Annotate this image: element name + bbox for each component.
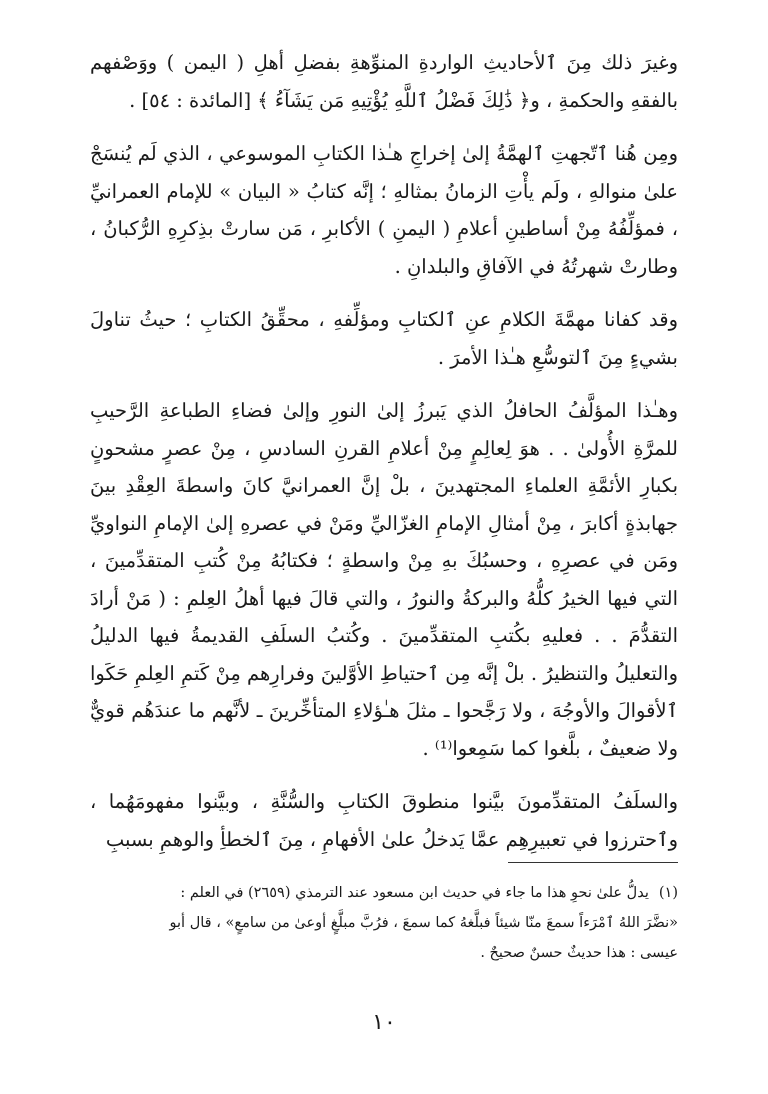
paragraph-1: وغيرَ ذلك مِنَ ٱلأحاديثِ الواردةِ المنوِّهةِ بفضلِ أهلِ ( اليمن ) ووَصْفهم بالفقهِ والحكمةِ ، و﴿ ذَٰلِكَ فَضْلُ ٱللَّهِ يُؤْتِيهِ مَن يَشَآءُ ﴾ [المائدة : ٥٤] . <box>90 51 678 112</box>
paragraph-5: والسلَفُ المتقدِّمونَ بيَّنوا منطوقَ الكتابِ والسُّنَّةِ ، وبيَّنوا مفهومَهُما ، وٱحترزوا في تعبيرِهِم عمَّا يَدخلُ علىٰ الأفهامِ ، مِنَ ٱلخطأِ والوهمِ بسببِ <box>90 790 678 851</box>
footnote-line-1 <box>88 878 678 908</box>
footnote-separator <box>508 862 678 863</box>
footnote-text-1: يدلُّ علىٰ نحوِ هذا ما جاء في حديث ابن مسعود عند الترمذي (٢٦٥٩) في العلم : <box>180 885 649 901</box>
paragraph-4: وهـٰذا المؤلَّفُ الحافلُ الذي يَبرزُ إلىٰ النورِ وإلىٰ فضاءِ الطباعةِ الرَّحيبِ للمرَّةِ الأُولىٰ . . هوَ لِعالِمٍ مِنْ أعلامِ القرنِ السادسِ ، مِنْ عصرٍ مشحونٍ بكبارِ الأئمَّةِ العلماءِ المجتهدينَ ، بلْ إنَّ العمرانيَّ كانَ واسطةَ العِقْدِ بينَ جهابذةٍ أكابرَ ، مِنْ أمثالِ الإمامِ الغزّاليِّ ومَنْ في عصرهِ إلىٰ الإمامِ النواويِّ ومَن في عصرِهِ ، وحسبُكَ بهِ مِنْ واسطةٍ ؛ فكتابُهُ مِنْ كُتبِ المتقدِّمينَ ، التي فيها الخيرُ كلُّهُ والبركةُ والنورُ ، والتي قالَ فيها أهلُ العِلمِ : ( مَنْ أرادَ التقدُّمَ . . فعليهِ بكُتبِ المتقدِّمينَ . وكُتبُ السلَفِ القديمةُ فيها الدليلُ والتعليلُ والتنظيرُ . بلْ إنَّه مِن ٱحتياطِ الأوَّلينَ وفرارِهم مِنْ كَتمِ العِلمِ حَكَوا ٱلأقوالَ والأوجُهَ ، ولا رَجَّحوا ـ مثلَ هـٰؤلاءِ المتأخِّرينَ ـ لأنَّهم ما عندَهُم قويٌّ ولا ضعيفٌ ، بلَّغوا كما سَمِعوا⁽¹⁾ . <box>90 399 678 760</box>
page-number: ١٠ <box>372 1010 396 1035</box>
footnote <box>88 878 678 968</box>
footnote-line-2: «نضَّرَ اللهُ ٱمْرَءاً سمعَ منّا شيئاً فبلَّغهُ كما سمعَ ، فرُبَّ مبلَّغٍ أوعىٰ من سامعٍ» ، قال أبو <box>169 915 678 931</box>
paragraph-3: وقد كفانا مهمَّةَ الكلامِ عنِ ٱلكتابِ ومؤلِّفهِ ، محقِّقُ الكتابِ ؛ حيثُ تناولَ بشيءٍ مِنَ ٱلتوسُّعِ هـٰذا الأمرَ . <box>90 308 678 369</box>
paragraph-2: ومِن هُنا ٱتّجهتِ ٱلهمَّةُ إلىٰ إخراجِ هـٰذا الكتابِ الموسوعي ، الذي لَم يُنسَجْ علىٰ منوالهِ ، ولَم يأْتِ الزمانُ بمثالهِ ؛ إنَّه كتابُ « البيان » للإمام العمرانيِّ ، فمؤلِّفُهُ مِنْ أساطينِ أعلامِ ( اليمنِ ) الأكابرِ ، مَن سارتْ بذِكرِهِ الرُّكبانُ ، وطارتْ شهرتُهُ في الآفاقِ والبلدانِ . <box>90 142 678 278</box>
main-text <box>90 44 678 874</box>
footnote-number: (١) <box>658 885 678 901</box>
footnote-line-3: عيسى : هذا حديثٌ حسنٌ صحيحٌ . <box>480 945 678 961</box>
